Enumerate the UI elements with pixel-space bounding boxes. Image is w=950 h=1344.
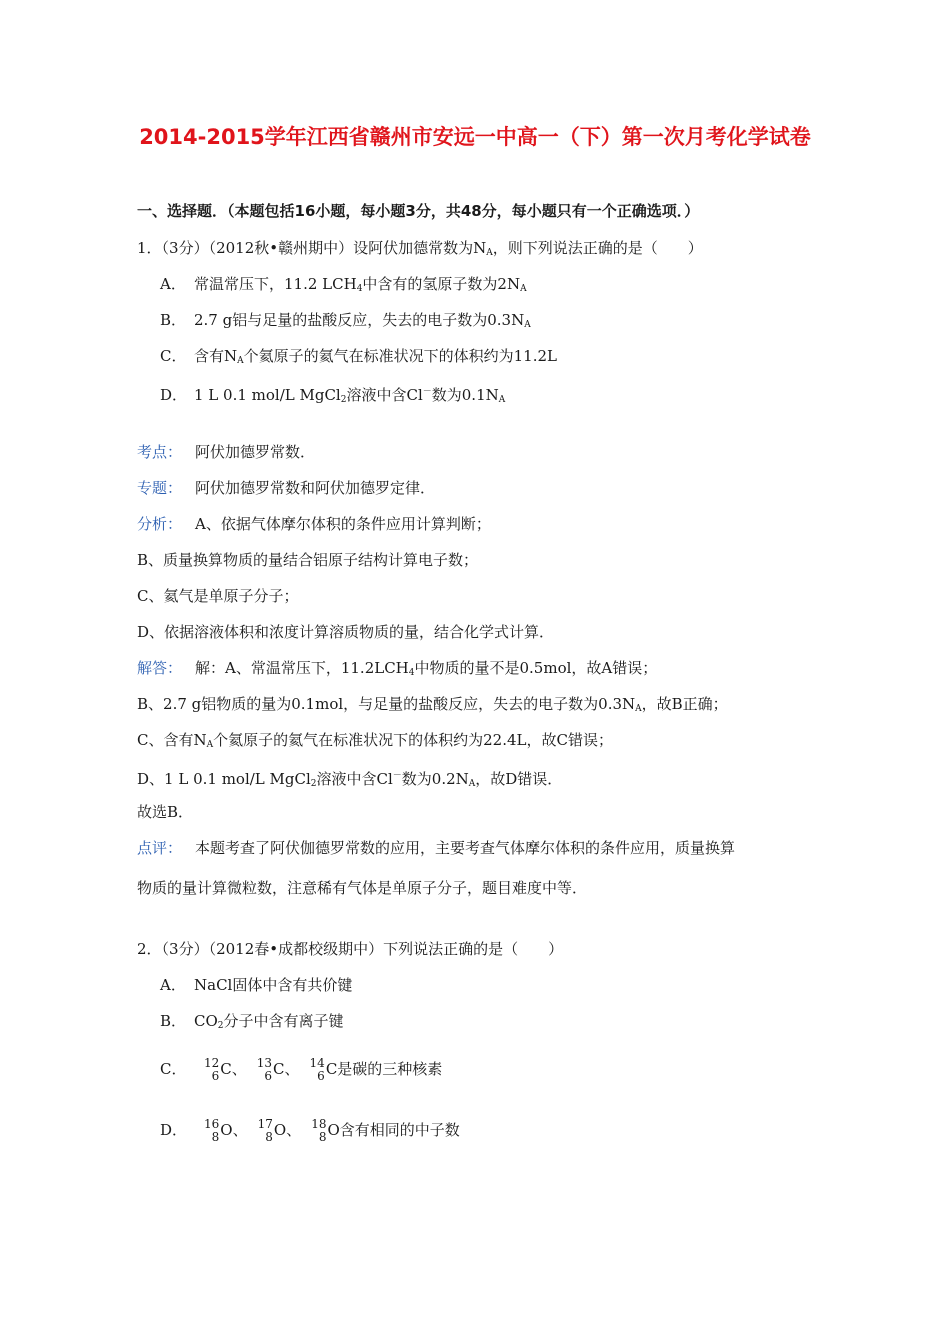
nuclide-c12: 12 6 bbox=[204, 1056, 220, 1083]
q2-option-b: B． $CO_2$分子中含有离子键 bbox=[160, 1012, 344, 1031]
q1-fenxi-b: B、质量换算物质的量结合铝原子结构计算电子数； bbox=[137, 551, 479, 569]
q1-fenxi-c: C、氦气是单原子分子； bbox=[137, 587, 299, 605]
q1-fenxi: 分析： A、依据气体摩尔体积的条件应用计算判断； bbox=[137, 515, 491, 533]
q1-option-b: B． 2.7 g铝与足量的盐酸反应，失去的电子数为$0.3N_A$ bbox=[160, 311, 531, 330]
q1-zhuanti: 专题： 阿伏加德罗常数和阿伏加德罗定律． bbox=[137, 479, 436, 497]
q1-dianping-2: 物质的量计算微粒数，注意稀有气体是单原子分子，题目难度中等． bbox=[137, 879, 588, 897]
nuclide-c14: 14 6 bbox=[309, 1056, 325, 1083]
q1-answer: 故选B． bbox=[137, 803, 194, 821]
q2-option-a: A． NaCl固体中含有共价键 bbox=[160, 976, 353, 994]
q2-option-c: C． 12 6 C、 13 6 C、 14 6 C是碳的三种核素 bbox=[160, 1056, 443, 1083]
q1-stem: 1．（3分）（2012秋•赣州期中）设阿伏加德常数为$N_A$，则下列说法正确的是（ ） bbox=[137, 239, 703, 258]
page-title: 2014-2015学年江西省赣州市安远一中高一（下）第一次月考化学试卷 bbox=[139, 125, 811, 149]
q1-option-a: A． 常温常压下，11.2 $LCH_4$中含有的氢原子数为$2N_A$ bbox=[160, 275, 527, 294]
nuclide-c13: 13 6 bbox=[256, 1056, 273, 1083]
q1-option-d: D． 1 L 0.1 mol/L MgCl$_2$溶液中含Cl－数为$0.1N_A$ bbox=[160, 386, 506, 405]
q1-jieda-c: C、含有$N_A$个氦原子的氦气在标准状况下的体积约为22.4L，故C错误； bbox=[137, 731, 613, 750]
section-heading: 一、选择题．（本题包括16小题，每小题3分，共48分，每小题只有一个正确选项．） bbox=[137, 202, 700, 220]
nuclide-o16: 16 8 bbox=[204, 1117, 220, 1144]
q1-dianping: 点评： 本题考查了阿伏伽德罗常数的应用，主要考查气体摩尔体积的条件应用，质量换算 bbox=[137, 839, 736, 857]
q2-option-d: D． 16 8 O、 17 8 O、 18 8 O含有相同的中子数 bbox=[160, 1117, 460, 1144]
q1-fenxi-d: D、依据溶液体积和浓度计算溶质物质的量，结合化学式计算． bbox=[137, 623, 555, 641]
q1-jieda: 解答： 解：A、常温常压下，$11.2LCH_4$中物质的量不是0.5mol，故A错误； bbox=[137, 659, 658, 678]
nuclide-o18: 18 8 bbox=[311, 1117, 327, 1144]
nuclide-o17: 17 8 bbox=[257, 1117, 273, 1144]
q1-jieda-b: B、2.7 g铝物质的量为0.1mol，与足量的盐酸反应，失去的电子数为$0.3N_A$，故B正确； bbox=[137, 695, 728, 714]
q1-option-c: C． 含有$N_A$个氦原子的氦气在标准状况下的体积约为11.2L bbox=[160, 347, 558, 366]
q1-jieda-d: D、1 L 0.1 mol/L MgCl$_2$溶液中含Cl－数为$0.2N_A$，故D错误． bbox=[137, 770, 563, 789]
q1-kaodian: 考点： 阿伏加德罗常数． bbox=[137, 443, 316, 461]
q2-stem: 2．（3分）（2012春•成都校级期中）下列说法正确的是（ ） bbox=[137, 940, 564, 958]
